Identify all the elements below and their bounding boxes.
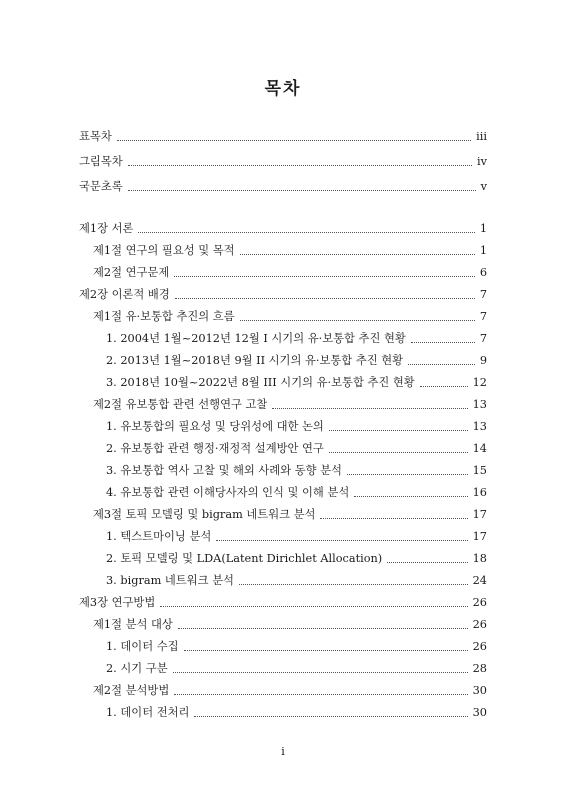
toc-entry-label: 2. 토픽 모델링 및 LDA(Latent Dirichlet Allocation) [106, 552, 383, 565]
dot-leader [239, 584, 468, 585]
toc-entry-page: 28 [472, 662, 487, 675]
toc-entry-label: 제2절 유보통합 관련 선행연구 고찰 [93, 398, 268, 411]
toc-entry-label: 제1절 연구의 필요성 및 목적 [93, 244, 235, 257]
dot-leader [128, 190, 476, 191]
dot-leader [216, 540, 467, 541]
toc-entry-page: 13 [472, 420, 487, 433]
toc-entry[interactable] [79, 151, 487, 169]
toc-entry-label: 3. 유보통합 역사 고찰 및 해외 사례와 동향 분석 [106, 464, 342, 477]
dot-leader [194, 716, 467, 717]
dot-leader [408, 364, 475, 365]
toc-entry-page: 15 [472, 464, 487, 477]
toc-entry-label: 1. 데이터 전처리 [106, 706, 190, 719]
toc-entry-page: 26 [472, 618, 487, 631]
dot-leader [138, 232, 474, 233]
toc-entry-label: 제2장 이론적 배경 [79, 288, 170, 301]
dot-leader [173, 672, 468, 673]
toc-entry[interactable] [93, 306, 487, 324]
toc-entry-page: v [480, 180, 487, 193]
toc-entry-page: 26 [472, 640, 487, 653]
toc-entry-label: 1. 2004년 1월~2012년 12월 I 시기의 유·보통합 추진 현황 [106, 332, 406, 345]
dot-leader [329, 452, 468, 453]
toc-entry-page: 14 [472, 442, 487, 455]
toc-entry-label: 1. 텍스트마이닝 분석 [106, 530, 212, 543]
toc-entry-page: 1 [479, 222, 487, 235]
dot-leader [184, 650, 468, 651]
toc-entry[interactable] [106, 526, 487, 544]
toc-entry-label: 3. 2018년 10월~2022년 8월 III 시기의 유·보통합 추진 현황 [106, 376, 415, 389]
page-number: i [281, 745, 285, 758]
toc-entry-page: 7 [479, 310, 487, 323]
toc-entry-page: 6 [479, 266, 487, 279]
toc-entry[interactable] [106, 482, 487, 500]
toc-entry[interactable] [106, 350, 487, 368]
toc-entry[interactable] [93, 614, 487, 632]
dot-leader [347, 474, 468, 475]
toc-entry-page: 30 [472, 706, 487, 719]
toc-entry[interactable] [106, 548, 487, 566]
toc-entry-page: 7 [479, 332, 487, 345]
toc-entry-label: 표목차 [79, 130, 112, 143]
dot-leader [387, 562, 467, 563]
toc-entry-label: 2. 2013년 1월~2018년 9월 II 시기의 유·보통합 추진 현황 [106, 354, 404, 367]
dot-leader [174, 276, 475, 277]
toc-entry-page: 30 [472, 684, 487, 697]
toc-entry[interactable] [93, 240, 487, 258]
dot-leader [320, 518, 467, 519]
toc-entry-label: 2. 유보통합 관련 행정·재정적 설계방안 연구 [106, 442, 324, 455]
toc-entry-page: iii [476, 130, 487, 143]
dot-leader [240, 320, 475, 321]
toc-entry-label: 1. 데이터 수집 [106, 640, 179, 653]
dot-leader [128, 165, 472, 166]
toc-entry[interactable] [106, 636, 487, 654]
toc-entry-label: 4. 유보통합 관련 이해당사자의 인식 및 이해 분석 [106, 486, 350, 499]
toc-entry-page: 16 [472, 486, 487, 499]
dot-leader [420, 386, 468, 387]
toc-entry-page: 17 [472, 530, 487, 543]
toc-entry-page: 9 [479, 354, 487, 367]
dot-leader [272, 408, 467, 409]
dot-leader [160, 606, 467, 607]
toc-entry-label: 국문초록 [79, 180, 123, 193]
dot-leader [240, 254, 475, 255]
toc-entry-page: 18 [472, 552, 487, 565]
toc-entry[interactable] [79, 284, 487, 302]
toc-entry-page: 7 [479, 288, 487, 301]
toc-entry[interactable] [106, 702, 487, 720]
toc-entry[interactable] [106, 438, 487, 456]
toc-entry[interactable] [79, 126, 487, 144]
dot-leader [117, 140, 471, 141]
toc-entry[interactable] [93, 262, 487, 280]
toc-entry-page: 24 [472, 574, 487, 587]
dot-leader [329, 430, 468, 431]
toc-entry-label: 제3절 토픽 모델링 및 bigram 네트워크 분석 [93, 508, 316, 521]
toc-entry-page: 13 [472, 398, 487, 411]
toc-entry[interactable] [79, 592, 487, 610]
dot-leader [175, 298, 475, 299]
toc-entry-label: 2. 시기 구분 [106, 662, 168, 675]
toc-entry[interactable] [106, 416, 487, 434]
toc-entry[interactable] [106, 372, 487, 390]
toc-entry-label: 제3장 연구방법 [79, 596, 156, 609]
toc-entry-label: 제1절 유·보통합 추진의 흐름 [93, 310, 235, 323]
toc-entry-label: 3. bigram 네트워크 분석 [106, 574, 234, 587]
toc-entry-label: 제2절 연구문제 [93, 266, 170, 279]
dot-leader [178, 628, 468, 629]
toc-entry-label: 제1장 서론 [79, 222, 134, 235]
toc-entry[interactable] [93, 394, 487, 412]
toc-entry-page: 1 [479, 244, 487, 257]
toc-entry-page: iv [477, 155, 487, 168]
toc-entry-label: 1. 유보통합의 필요성 및 당위성에 대한 논의 [106, 420, 324, 433]
toc-entry[interactable] [93, 680, 487, 698]
toc-entry[interactable] [106, 328, 487, 346]
toc-entry[interactable] [79, 176, 487, 194]
toc-entry[interactable] [93, 504, 487, 522]
toc-entry-page: 12 [472, 376, 487, 389]
toc-entry[interactable] [106, 460, 487, 478]
toc-entry-label: 제2절 분석방법 [93, 684, 170, 697]
toc-entry[interactable] [106, 658, 487, 676]
dot-leader [354, 496, 467, 497]
toc-entry[interactable] [79, 218, 487, 236]
toc-entry-label: 그림목차 [79, 155, 123, 168]
dot-leader [411, 342, 475, 343]
toc-entry-page: 17 [472, 508, 487, 521]
toc-entry-label: 제1절 분석 대상 [93, 618, 173, 631]
toc-entry-page: 26 [472, 596, 487, 609]
page-title: 목차 [264, 79, 302, 99]
dot-leader [174, 694, 467, 695]
toc-entry[interactable] [106, 570, 487, 588]
